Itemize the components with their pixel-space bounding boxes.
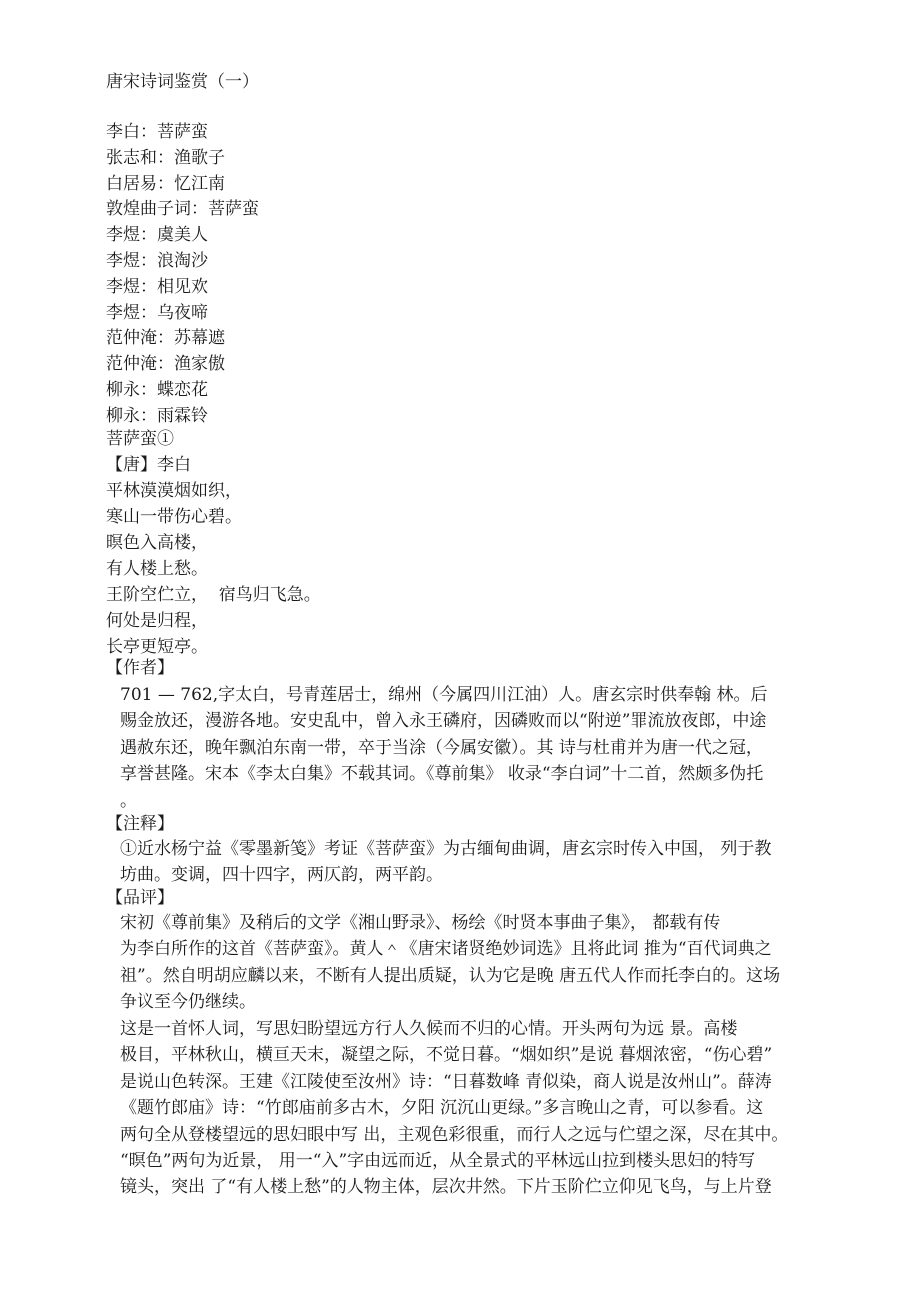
author-line: 。 — [120, 790, 137, 811]
toc-item: 李白：菩萨蛮 — [106, 122, 208, 142]
review-line: 是说山色转深。王建《江陵使至汝州》诗：“日暮数峰 青似染，商人说是汝州山”。薛涛 — [120, 1071, 772, 1092]
review-paragraph-2 — [120, 1016, 800, 1201]
toc-item: 李煜：乌夜啼 — [106, 302, 208, 323]
toc-item: 白居易：忆江南 — [106, 173, 225, 194]
toc-item: 张志和：渔歌子 — [106, 147, 225, 168]
author-line: 享誉甚隆。宋本《李太白集》不载其词。《尊前集》 收录“李白词”十二首，然颇多伪托 — [120, 764, 764, 785]
review-line: 两句全从登楼望远的思妇眼中写 出，主观色彩很重，而行人之远与伫望之深，尽在其中。 — [120, 1124, 789, 1145]
author-line: 赐金放还，漫游各地。安史乱中，曾入永王磷府，因磷败而以“附逆”罪流放夜郎，中途 — [120, 711, 767, 732]
poem-title: 菩萨蛮① — [106, 429, 174, 449]
author-line: 遇赦东还，晚年飘泊东南一带，卒于当涂（今属安徽）。其 诗与杜甫并为唐一代之冠， — [120, 737, 763, 758]
author-paragraph — [120, 682, 800, 814]
notes-line: 坊曲。变调，四十四字，两仄韵，两平韵。 — [120, 865, 443, 886]
poem-line: 王阶空伫立， 宿鸟归飞急。 — [106, 585, 321, 605]
toc-item: 敦煌曲子词：菩萨蛮 — [106, 199, 259, 220]
poem-line: 长亭更短亭。 — [106, 637, 208, 657]
poem-line: 平林漠漠烟如织， — [106, 481, 242, 501]
poem-body — [106, 478, 321, 660]
review-line: 祖”。然自明胡应麟以来，不断有人提出质疑，认为它是晚 唐五代人作而托李白的。这场 — [120, 965, 781, 986]
toc-item: 李煜：相见欢 — [106, 276, 208, 297]
author-line: 701 — 762,字太白，号青莲居士，绵州（今属四川江油）人。唐玄宗时供奉翰 林。后 — [120, 685, 768, 705]
notes-paragraph — [120, 836, 800, 889]
table-of-contents — [106, 120, 259, 430]
author-heading: 【作者】 — [106, 658, 174, 678]
review-line: “暝色”两句为近景， 用一“入”字由远而近，从全景式的平林远山拉到楼头思妇的特写 — [120, 1151, 756, 1172]
notes-heading: 【注释】 — [106, 814, 174, 834]
toc-item: 范仲淹：苏幕遮 — [106, 328, 225, 349]
poem-line: 何处是归程， — [106, 611, 208, 631]
notes-line: ①近水杨宁益《零墨新笺》考证《菩萨蛮》为古缅甸曲调，唐玄宗时传入中国， 列于教 — [120, 839, 772, 859]
poem-header — [106, 427, 191, 479]
review-line: 这是一首怀人词，写思妇盼望远方行人久候而不归的心情。开头两句为远 景。高楼 — [120, 1019, 738, 1039]
poem-line: 暝色入高楼， — [106, 533, 208, 553]
review-heading: 【品评】 — [106, 888, 174, 908]
review-paragraph-1 — [120, 910, 800, 1016]
review-line: 极目，平林秋山，横亘天末，凝望之际，不觉日暮。“烟如织”是说 暮烟浓密，“伤心碧” — [120, 1045, 773, 1066]
toc-item: 李煜：虞美人 — [106, 225, 208, 246]
poem-line: 有人楼上愁。 — [106, 559, 208, 579]
toc-item: 柳永：蝶恋花 — [106, 379, 208, 400]
review-line: 争议至今仍继续。 — [120, 992, 256, 1013]
poem-line: 寒山一带伤心碧。 — [106, 507, 242, 527]
review-line: 宋初《尊前集》及稍后的文学《湘山野录》、杨绘《时贤本事曲子集》， 都载有传 — [120, 913, 721, 933]
review-line: 镜头，突出 了“有人楼上愁”的人物主体，层次井然。下片玉阶伫立仰见飞鸟，与上片登 — [120, 1177, 772, 1198]
toc-item: 范仲淹：渔家傲 — [106, 354, 225, 375]
document-title: 唐宋诗词鉴赏（一） — [106, 72, 259, 92]
review-line: 为李白所作的这首《菩萨蛮》。黄人＾《唐宋诸贤绝妙词选》且将此词 推为“百代词典之 — [120, 939, 772, 960]
poem-author: 【唐】李白 — [106, 454, 191, 475]
review-line: 《题竹郎庙》诗：“竹郎庙前多古木，夕阳 沉沉山更绿。”多言晚山之青，可以参看。这 — [120, 1098, 764, 1119]
toc-item: 李煜：浪淘沙 — [106, 250, 208, 271]
toc-item: 柳永：雨霖铃 — [106, 405, 208, 426]
